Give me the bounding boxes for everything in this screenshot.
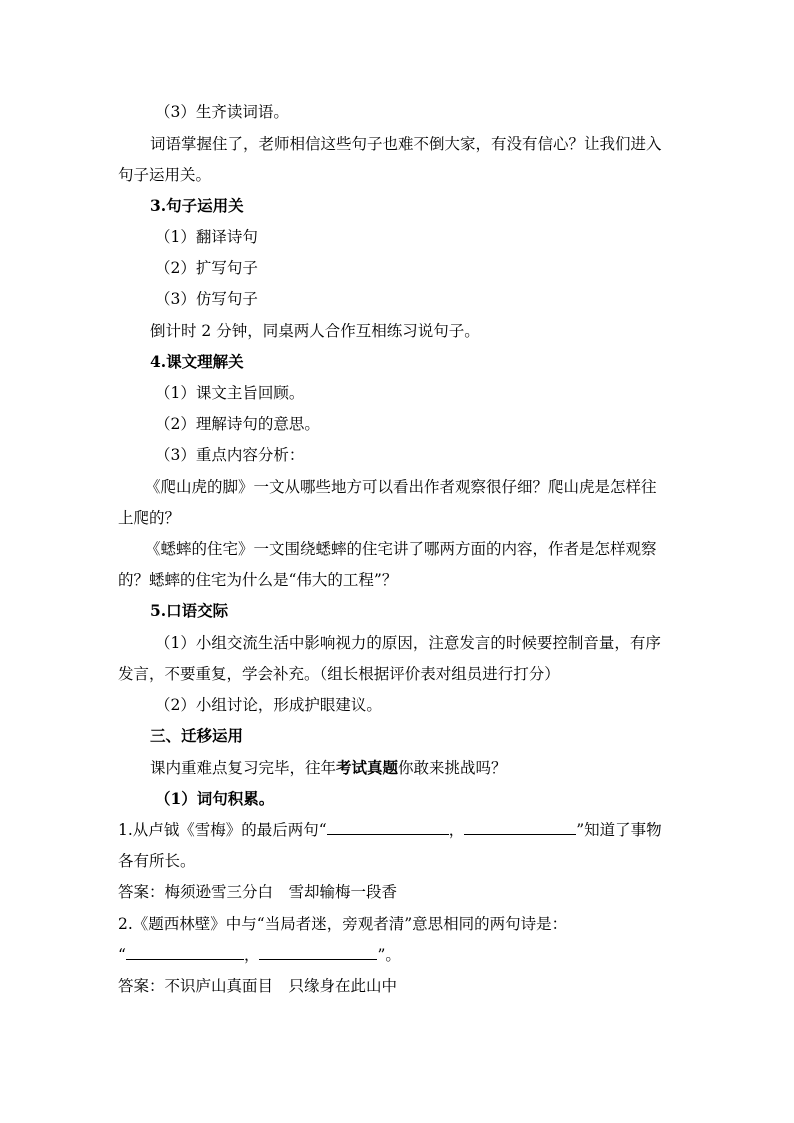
text-line: 的？蟋蟀的住宅为什么是“伟大的工程”？ [118,571,398,589]
text-segment: ， [243,946,260,964]
text-line: （1）小组交流生活中影响视力的原因，注意发言的时候要控制音量，有序 [155,634,661,652]
text-segment: 你敢来挑战吗？ [398,759,507,777]
text-line: 上爬的？ [118,509,181,527]
text-segment: ”。 [377,946,401,964]
text-segment: “ [118,946,126,964]
answer-blank [464,820,576,835]
text-line: 《蟋蟀的住宅》一文围绕蟋蟀的住宅讲了哪两方面的内容，作者是怎样观察 [145,540,657,558]
question-line [118,945,401,965]
answer-blank [126,945,244,960]
text-line: （2）理解诗句的意思。 [155,415,320,433]
text-segment: 1.从卢钺《雪梅》的最后两句“ [118,821,327,839]
text-line: 《爬山虎的脚》一文从哪些地方可以看出作者观察很仔细？爬山虎是怎样往 [145,478,657,496]
text-line: （1）翻译诗句 [155,228,258,246]
text-segment: ”知道了事物 [576,821,662,839]
text-line: 词语掌握住了，老师相信这些句子也难不倒大家，有没有信心？让我们进入 [150,135,662,153]
section-heading: 5.口语交际 [150,601,229,620]
text-line [150,758,507,778]
text-line: （3）生齐读词语。 [155,103,289,121]
answer-blank [259,945,377,960]
text-line: 倒计时 2 分钟，同桌两人合作互相练习说句子。 [150,322,480,340]
text-line: 句子运用关。 [118,166,212,184]
answer-blank [327,820,449,835]
text-line: （2）小组讨论，形成护眼建议。 [155,696,382,714]
text-segment: 课内重难点复习完毕，往年 [150,759,337,777]
subsection-heading: （1）词句积累。 [155,789,275,808]
text-line: （2）扩写句子 [155,259,258,277]
question-line: 2.《题西林壁》中与“当局者迷，旁观者清”意思相同的两句诗是： [118,915,568,933]
text-line: 各有所长。 [118,852,196,870]
question-line [118,820,662,840]
section-heading: 4.课文理解关 [150,352,244,371]
text-line: （1）课文主旨回顾。 [155,384,305,402]
text-line: （3）重点内容分析： [155,446,305,464]
emphasis-text: 考试真题 [336,758,399,777]
text-segment: ， [448,821,465,839]
answer-line: 答案：梅须逊雪三分白 雪却输梅一段香 [118,883,398,901]
text-line: （3）仿写句子 [155,290,258,308]
text-line: 发言，不要重复，学会补充。（组长根据评价表对组员进行打分） [118,665,560,683]
answer-line: 答案：不识庐山真面目 只缘身在此山中 [118,977,398,995]
section-heading: 三、迁移运用 [150,726,244,745]
section-heading: 3.句子运用关 [150,196,244,215]
